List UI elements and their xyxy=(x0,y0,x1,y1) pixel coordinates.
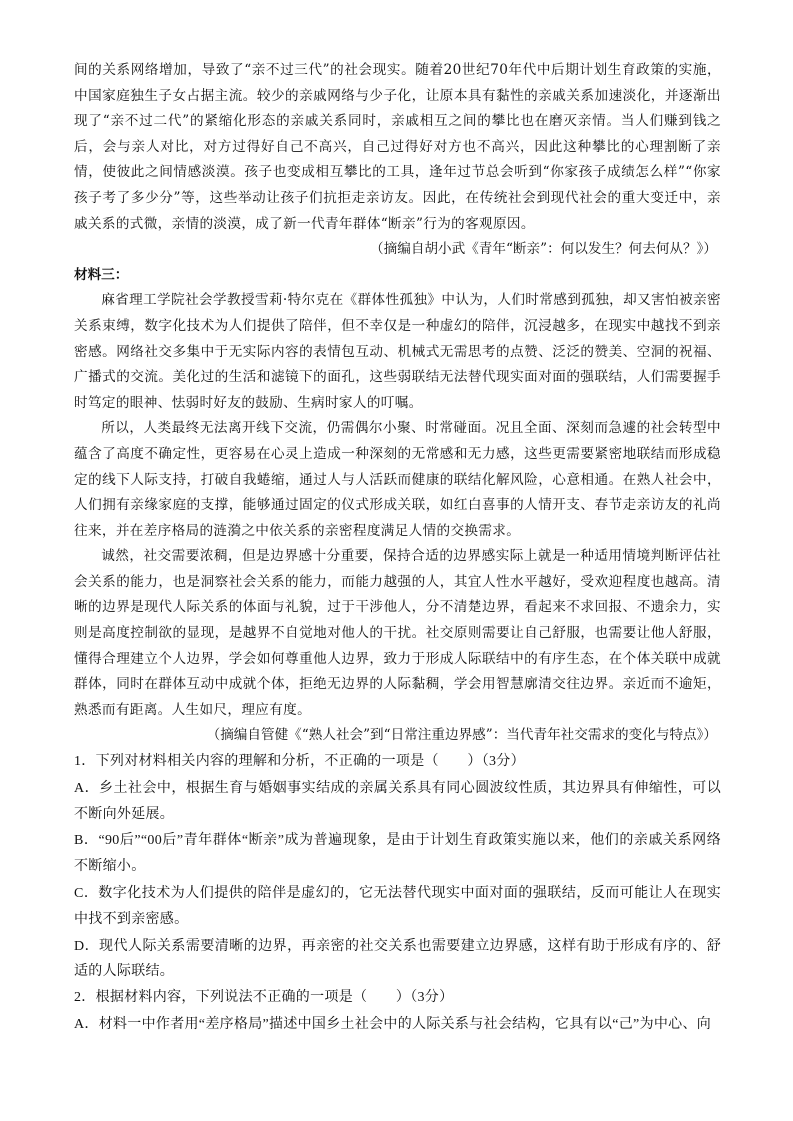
source-citation-2: （摘编自胡小武《青年“断亲”：何以发生？何去何从？》） xyxy=(370,241,717,258)
question-1-option-a: A．乡土社会中，根据生育与婚姻事实结成的亲属关系具有同心圆波纹性质，其边界具有伸缩性，可以不断向外延展。 xyxy=(74,780,721,822)
question-2-option-a: A．材料一中作者用“差序格局”描述中国乡土社会中的人际关系与社会结构，它具有以“己”为中心、向 xyxy=(74,1017,712,1032)
question-1-option-d: D．现代人际关系需要清晰的边界，再亲密的社交关系也需要建立边界感，这样有助于形成有序的、舒适的人际联结。 xyxy=(74,938,721,980)
question-2-stem: 2．根据材料内容，下列说法不正确的一项是（ ）（3分） xyxy=(74,990,454,1006)
question-1-option-c: C．数字化技术为人们提供的陪伴是虚幻的，它无法替代现实中面对面的强联结，反而可能让人在现实中找不到亲密感。 xyxy=(74,886,721,927)
material-3-paragraph-2: 所以，人类最终无法离开线下交流，仍需偶尔小聚、时常碰面。况且全面、深刻而急遽的社会转型中蕴含了高度不确定性，更容易在心灵上造成一种深刻的无常感和无力感，这些更需要紧密地联结而形成稳定的线下人际支持，打破自我蜷缩，通过人与人活跃而健康的联结化解风险，心意相通。在熟人社会中，人们拥有亲缘家庭的支撑，能够通过固定的仪式形成关联，如红白喜事的人情开支、春节走亲访友的礼尚往来，并在差序格局的涟漪之中依关系的亲密程度满足人情的交换需求。 xyxy=(74,420,721,539)
source-citation-3: （摘编自管健《“熟人社会”到“日常注重边界感”：当代青年社交需求的变化与特点》） xyxy=(206,727,717,744)
question-1-option-b: B．“90后”“00后”青年群体“断亲”成为普遍现象，是由于计划生育政策实施以来，他们的亲戚关系网络不断缩小。 xyxy=(74,833,721,875)
passage-continuation: 间的关系网络增加，导致了“亲不过三代”的社会现实。随着20世纪70年代中后期计划生育政策的实施，中国家庭独生子女占据主流。较少的亲戚网络与少子化，让原本具有黏性的亲戚关系加速淡化，并逐渐出现了“亲不过二代”的紧缩化形态的亲戚关系同时，亲戚相互之间的攀比也在磨灭亲情。当人们赚到钱之后，会与亲人对比，对方过得好自己不高兴，自己过得好对方也不高兴，因此这种攀比的心理割断了亲情，使彼此之间情感淡漠。孩子也变成相互攀比的工具，逢年过节总会听到“你家孩子成绩怎么样”“你家孩子考了多少分”等，这些举动让孩子们抗拒走亲访友。因此，在传统社会到现代社会的重大变迁中，亲戚关系的式微，亲情的淡漠，成了新一代青年群体“断亲”行为的客观原因。 xyxy=(74,62,721,232)
material-3-heading: 材料三： xyxy=(74,266,129,283)
document-page xyxy=(74,58,721,1038)
question-1-stem: 1．下列对材料相关内容的理解和分析，不正确的一项是（ ）（3分） xyxy=(74,754,525,770)
material-3-paragraph-1: 麻省理工学院社会学教授雪莉·特尔克在《群体性孤独》中认为，人们时常感到孤独，却又害怕被亲密关系束缚，数字化技术为人们提供了陪伴，但不幸仅是一种虚幻的陪伴，沉浸越多，在现实中越找不到亲密感。网络社交多集中于无实际内容的表情包互动、机械式无需思考的点赞、泛泛的赞美、空洞的祝福、广播式的交流。美化过的生活和滤镜下的面孔，这些弱联结无法替代现实面对面的强联结，人们需要握手时笃定的眼神、怯弱时好友的鼓励、生病时家人的叮嘱。 xyxy=(74,292,721,411)
material-3-paragraph-3: 诚然，社交需要浓稠，但是边界感十分重要，保持合适的边界感实际上就是一种适用情境判断评估社会关系的能力，也是洞察社会关系的能力，而能力越强的人，其宜人性水平越好，受欢迎程度也越高。清晰的边界是现代人际关系的体面与礼貌，过于干涉他人，分不清楚边界，看起来不求回报、不遗余力，实则是高度控制欲的显现，是越界不自觉地对他人的干扰。社交原则需要让自己舒服，也需要让他人舒服，懂得合理建立个人边界，学会如何尊重他人边界，致力于形成人际联结中的有序生态，在个体关联中成就群体，同时在群体互动中成就个体，拒绝无边界的人际黏稠，学会用智慧廓清交往边界。亲近而不逾矩，熟悉而有距离。人生如尺，理应有度。 xyxy=(74,548,721,718)
